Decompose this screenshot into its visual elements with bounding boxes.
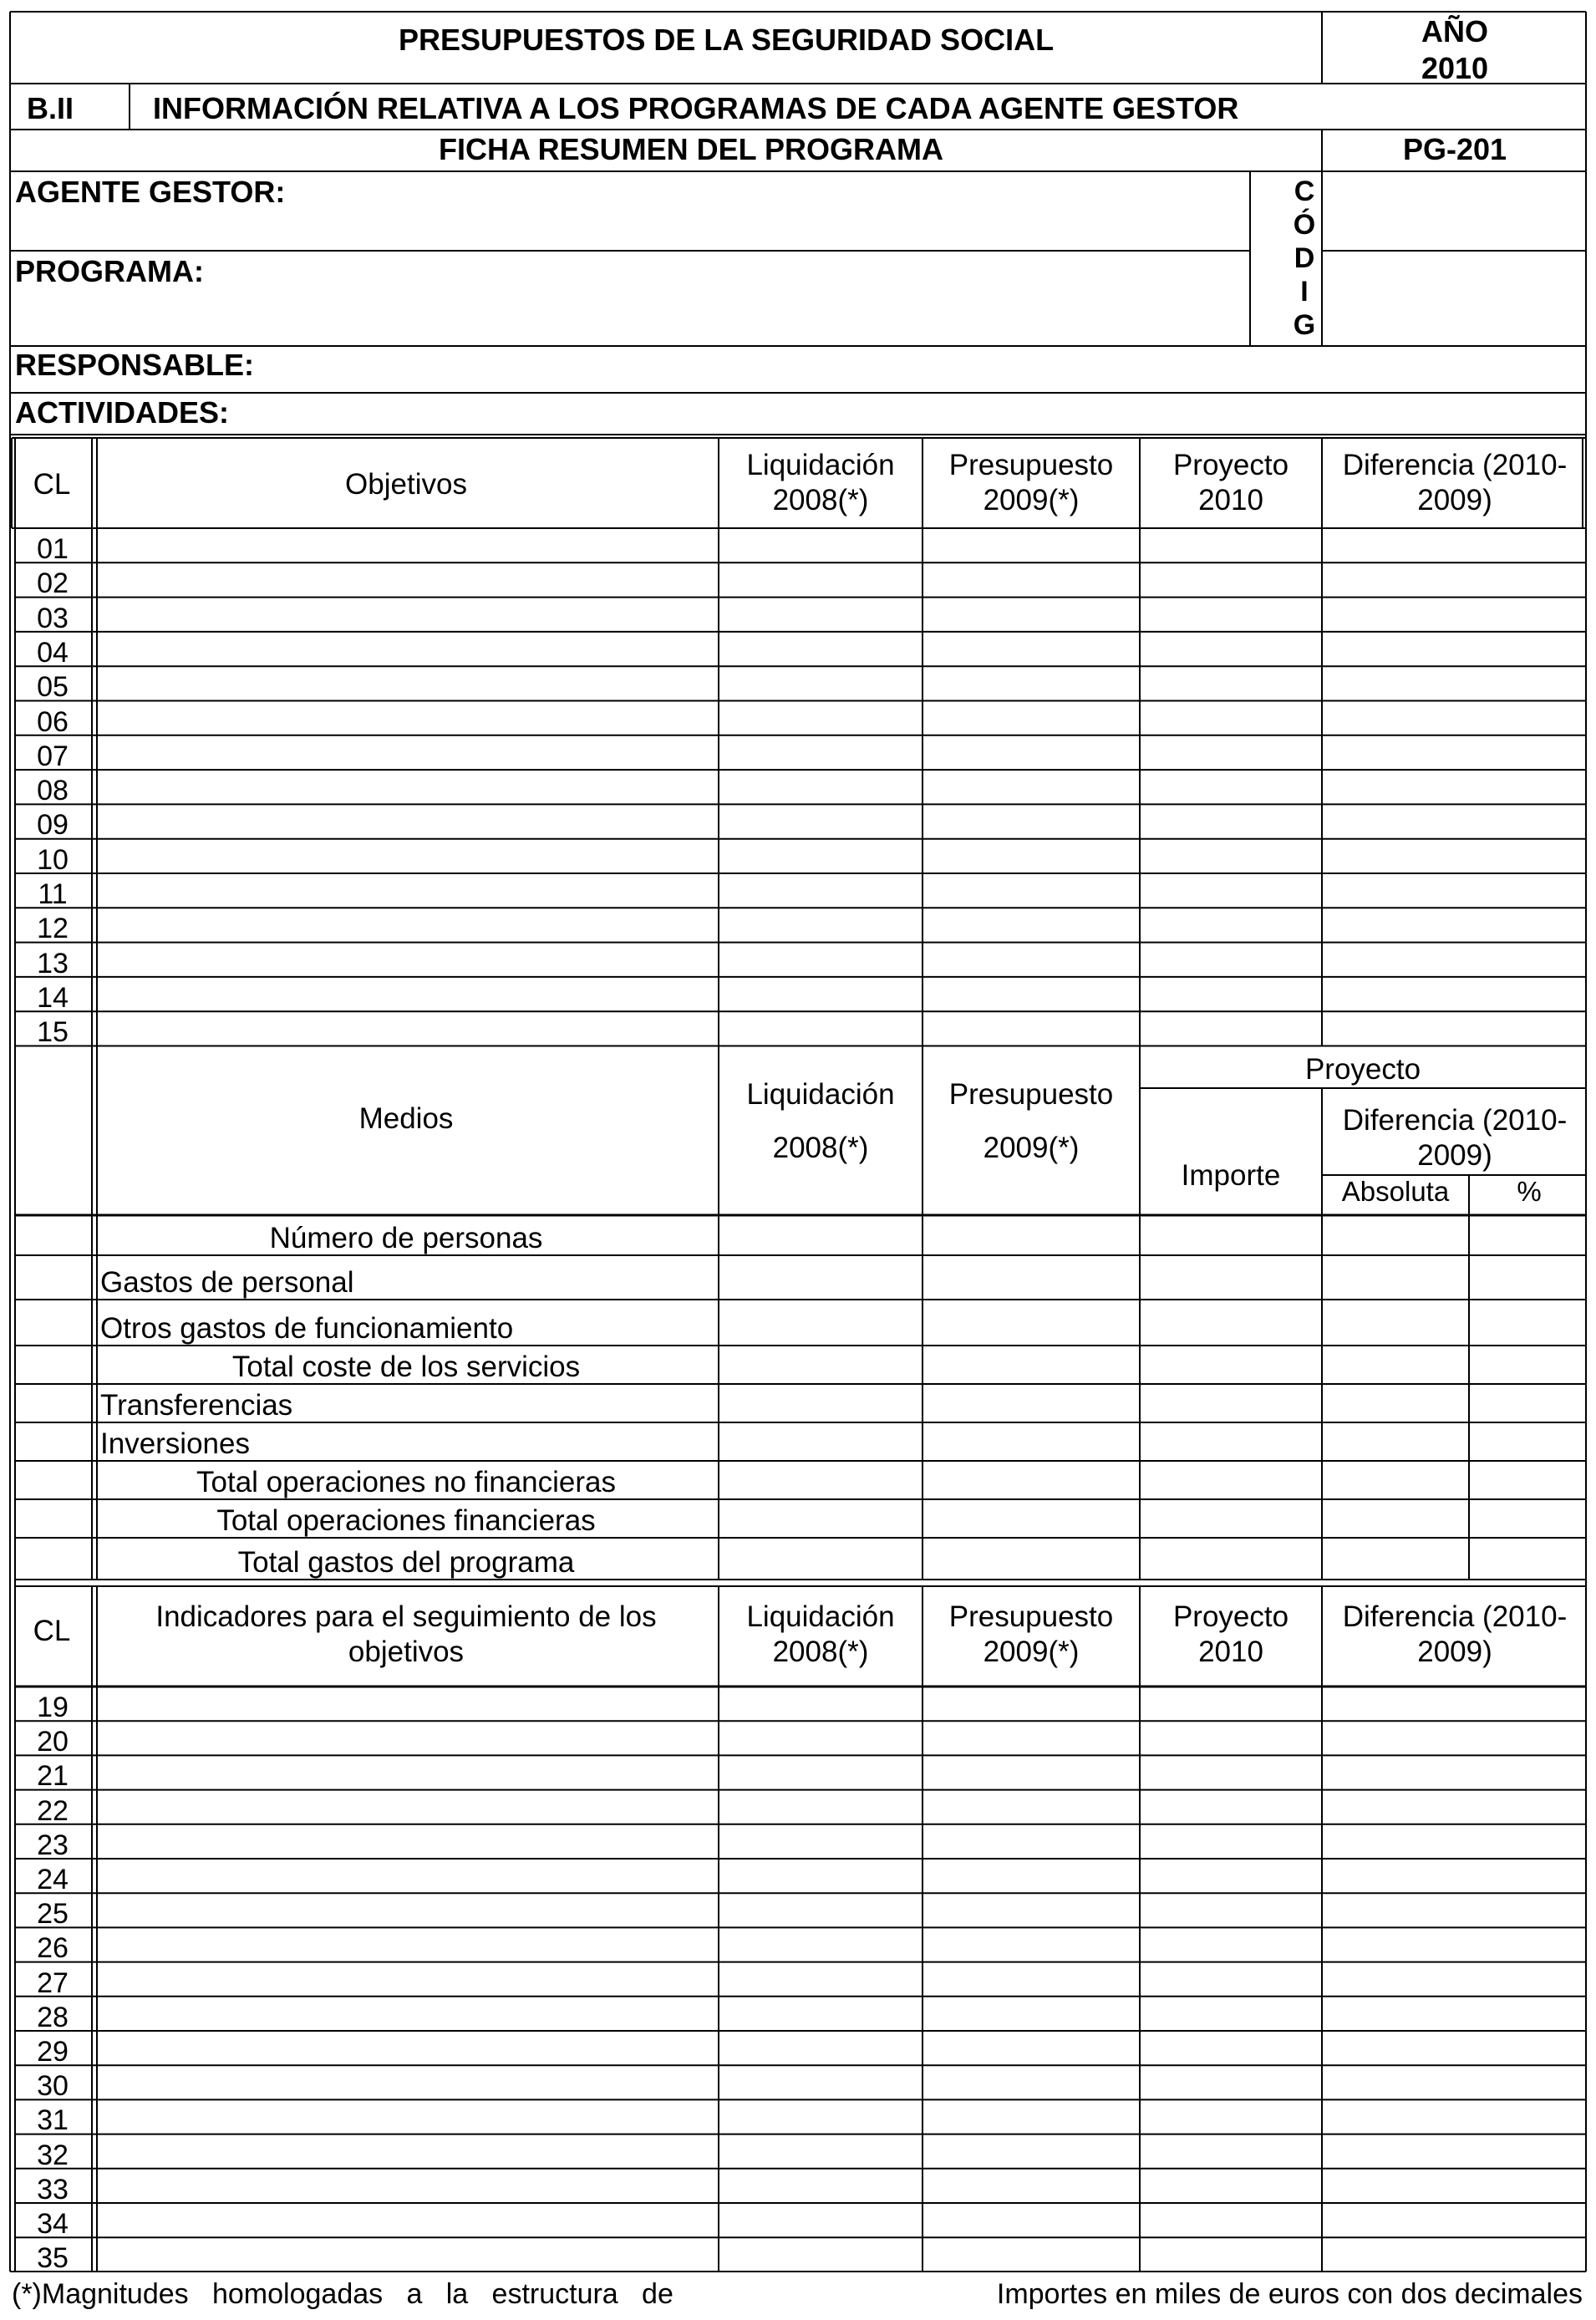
indicadores-presupuesto-header: Presupuesto 2009(*) — [948, 1600, 1114, 1668]
year-value: 2010 — [1421, 51, 1489, 85]
actividades-label: ACTIVIDADES: — [15, 395, 230, 430]
indicadores-row-number: 21 — [37, 1760, 69, 1793]
objetivos-row-number: 10 — [37, 843, 69, 876]
year-label: AÑO — [1421, 14, 1488, 48]
responsable-label: RESPONSABLE: — [15, 348, 255, 382]
medios-row-label: Número de personas — [269, 1222, 543, 1254]
indicadores-header: Indicadores para el seguimiento de los objetivos — [155, 1600, 657, 1668]
objetivos-row-number: 05 — [37, 671, 69, 704]
medios-porcentaje-header: % — [1517, 1176, 1542, 1207]
objetivos-row-number: 01 — [37, 533, 69, 565]
form-code: PG-201 — [1402, 132, 1507, 166]
indicadores-row-number: 31 — [37, 2104, 69, 2137]
medios-diferencia-header: Diferencia (2010-2009) — [1342, 1104, 1568, 1172]
indicadores-row-number: 22 — [37, 1794, 69, 1827]
indicadores-row-number: 27 — [37, 1966, 69, 1999]
medios-liquidacion-year: 2008(*) — [772, 1132, 869, 1164]
objetivos-row-number: 04 — [37, 636, 69, 669]
indicadores-row-number: 26 — [37, 1932, 69, 1965]
medios-row-label: Otros gastos de funcionamiento — [100, 1312, 514, 1345]
indicadores-proyecto-header: Proyecto 2010 — [1172, 1600, 1289, 1668]
objetivos-row-number: 11 — [38, 878, 68, 910]
agente-gestor-label: AGENTE GESTOR: — [15, 175, 286, 209]
objetivos-row-number: 03 — [37, 602, 69, 634]
objetivos-header: Objetivos — [345, 468, 467, 501]
objetivos-presupuesto-header: Presupuesto 2009(*) — [948, 449, 1114, 516]
indicadores-diferencia-header: Diferencia (2010-2009) — [1342, 1600, 1568, 1668]
codigo-letter: I — [1300, 276, 1309, 308]
objetivos-row-number: 15 — [37, 1016, 69, 1049]
indicadores-row-number: 25 — [37, 1898, 69, 1931]
section-code: B.II — [27, 91, 74, 125]
objetivos-cl-header: CL — [33, 468, 71, 501]
document-title: PRESUPUESTOS DE LA SEGURIDAD SOCIAL — [398, 23, 1055, 57]
indicadores-row-number: 19 — [37, 1692, 69, 1723]
programa-label: PROGRAMA: — [15, 254, 204, 288]
indicadores-row-number: 34 — [37, 2208, 69, 2240]
indicadores-row-number: 32 — [37, 2139, 69, 2171]
objetivos-row-number: 08 — [37, 775, 69, 807]
objetivos-row-number: 13 — [37, 947, 69, 979]
objetivos-proyecto-header: Proyecto 2010 — [1172, 449, 1289, 516]
medios-presupuesto-label: Presupuesto — [948, 1078, 1114, 1111]
medios-row-label: Total operaciones financieras — [216, 1504, 596, 1537]
medios-row-label: Transferencias — [100, 1389, 293, 1422]
indicadores-row-number: 33 — [37, 2173, 69, 2206]
form-title: FICHA RESUMEN DEL PROGRAMA — [438, 132, 944, 166]
medios-proyecto-header: Proyecto — [1304, 1053, 1421, 1086]
objetivos-diferencia-header: Diferencia (2010-2009) — [1342, 449, 1568, 516]
medios-row-label: Gastos de personal — [100, 1266, 354, 1299]
objetivos-row-number: 07 — [37, 740, 69, 772]
medios-importe-header: Importe — [1181, 1159, 1281, 1192]
indicadores-row-number: 24 — [37, 1864, 69, 1895]
codigo-letter: G — [1293, 309, 1316, 341]
indicadores-row-number: 20 — [37, 1726, 69, 1758]
medios-row-label: Total operaciones no financieras — [196, 1466, 616, 1498]
indicadores-row-number: 23 — [37, 1829, 69, 1861]
medios-presupuesto-year: 2009(*) — [983, 1132, 1080, 1164]
objetivos-row-number: 14 — [37, 981, 69, 1014]
indicadores-row-number: 28 — [37, 2001, 69, 2033]
section-title: INFORMACIÓN RELATIVA A LOS PROGRAMAS DE CADA AGENTE GESTOR — [153, 91, 1239, 125]
codigo-letter: C — [1294, 176, 1315, 207]
medios-header: Medios — [358, 1102, 454, 1135]
codigo-letter: Ó — [1293, 209, 1316, 241]
medios-row-label: Total coste de los servicios — [231, 1351, 581, 1383]
footer-units: Importes en miles de euros con dos decimales — [996, 2278, 1583, 2310]
indicadores-row-number: 29 — [37, 2036, 69, 2068]
objetivos-row-number: 02 — [37, 567, 69, 600]
objetivos-row-number: 09 — [37, 809, 69, 842]
indicadores-liquidacion-header: Liquidación 2008(*) — [746, 1600, 895, 1668]
objetivos-row-number: 06 — [37, 705, 69, 738]
medios-row-label: Inversiones — [100, 1427, 250, 1460]
indicadores-cl-header: CL — [33, 1615, 71, 1647]
footer-note: (*)Magnitudes homologadas a la estructura de — [12, 2278, 673, 2310]
objetivos-liquidacion-header: Liquidación 2008(*) — [746, 449, 895, 516]
indicadores-row-number: 30 — [37, 2070, 69, 2103]
indicadores-row-number: 35 — [37, 2242, 69, 2275]
medios-liquidacion-label: Liquidación — [746, 1078, 895, 1111]
medios-absoluta-header: Absoluta — [1341, 1176, 1450, 1207]
medios-row-label: Total gastos del programa — [237, 1546, 575, 1579]
objetivos-row-number: 12 — [37, 913, 69, 945]
codigo-letter: D — [1294, 242, 1315, 274]
